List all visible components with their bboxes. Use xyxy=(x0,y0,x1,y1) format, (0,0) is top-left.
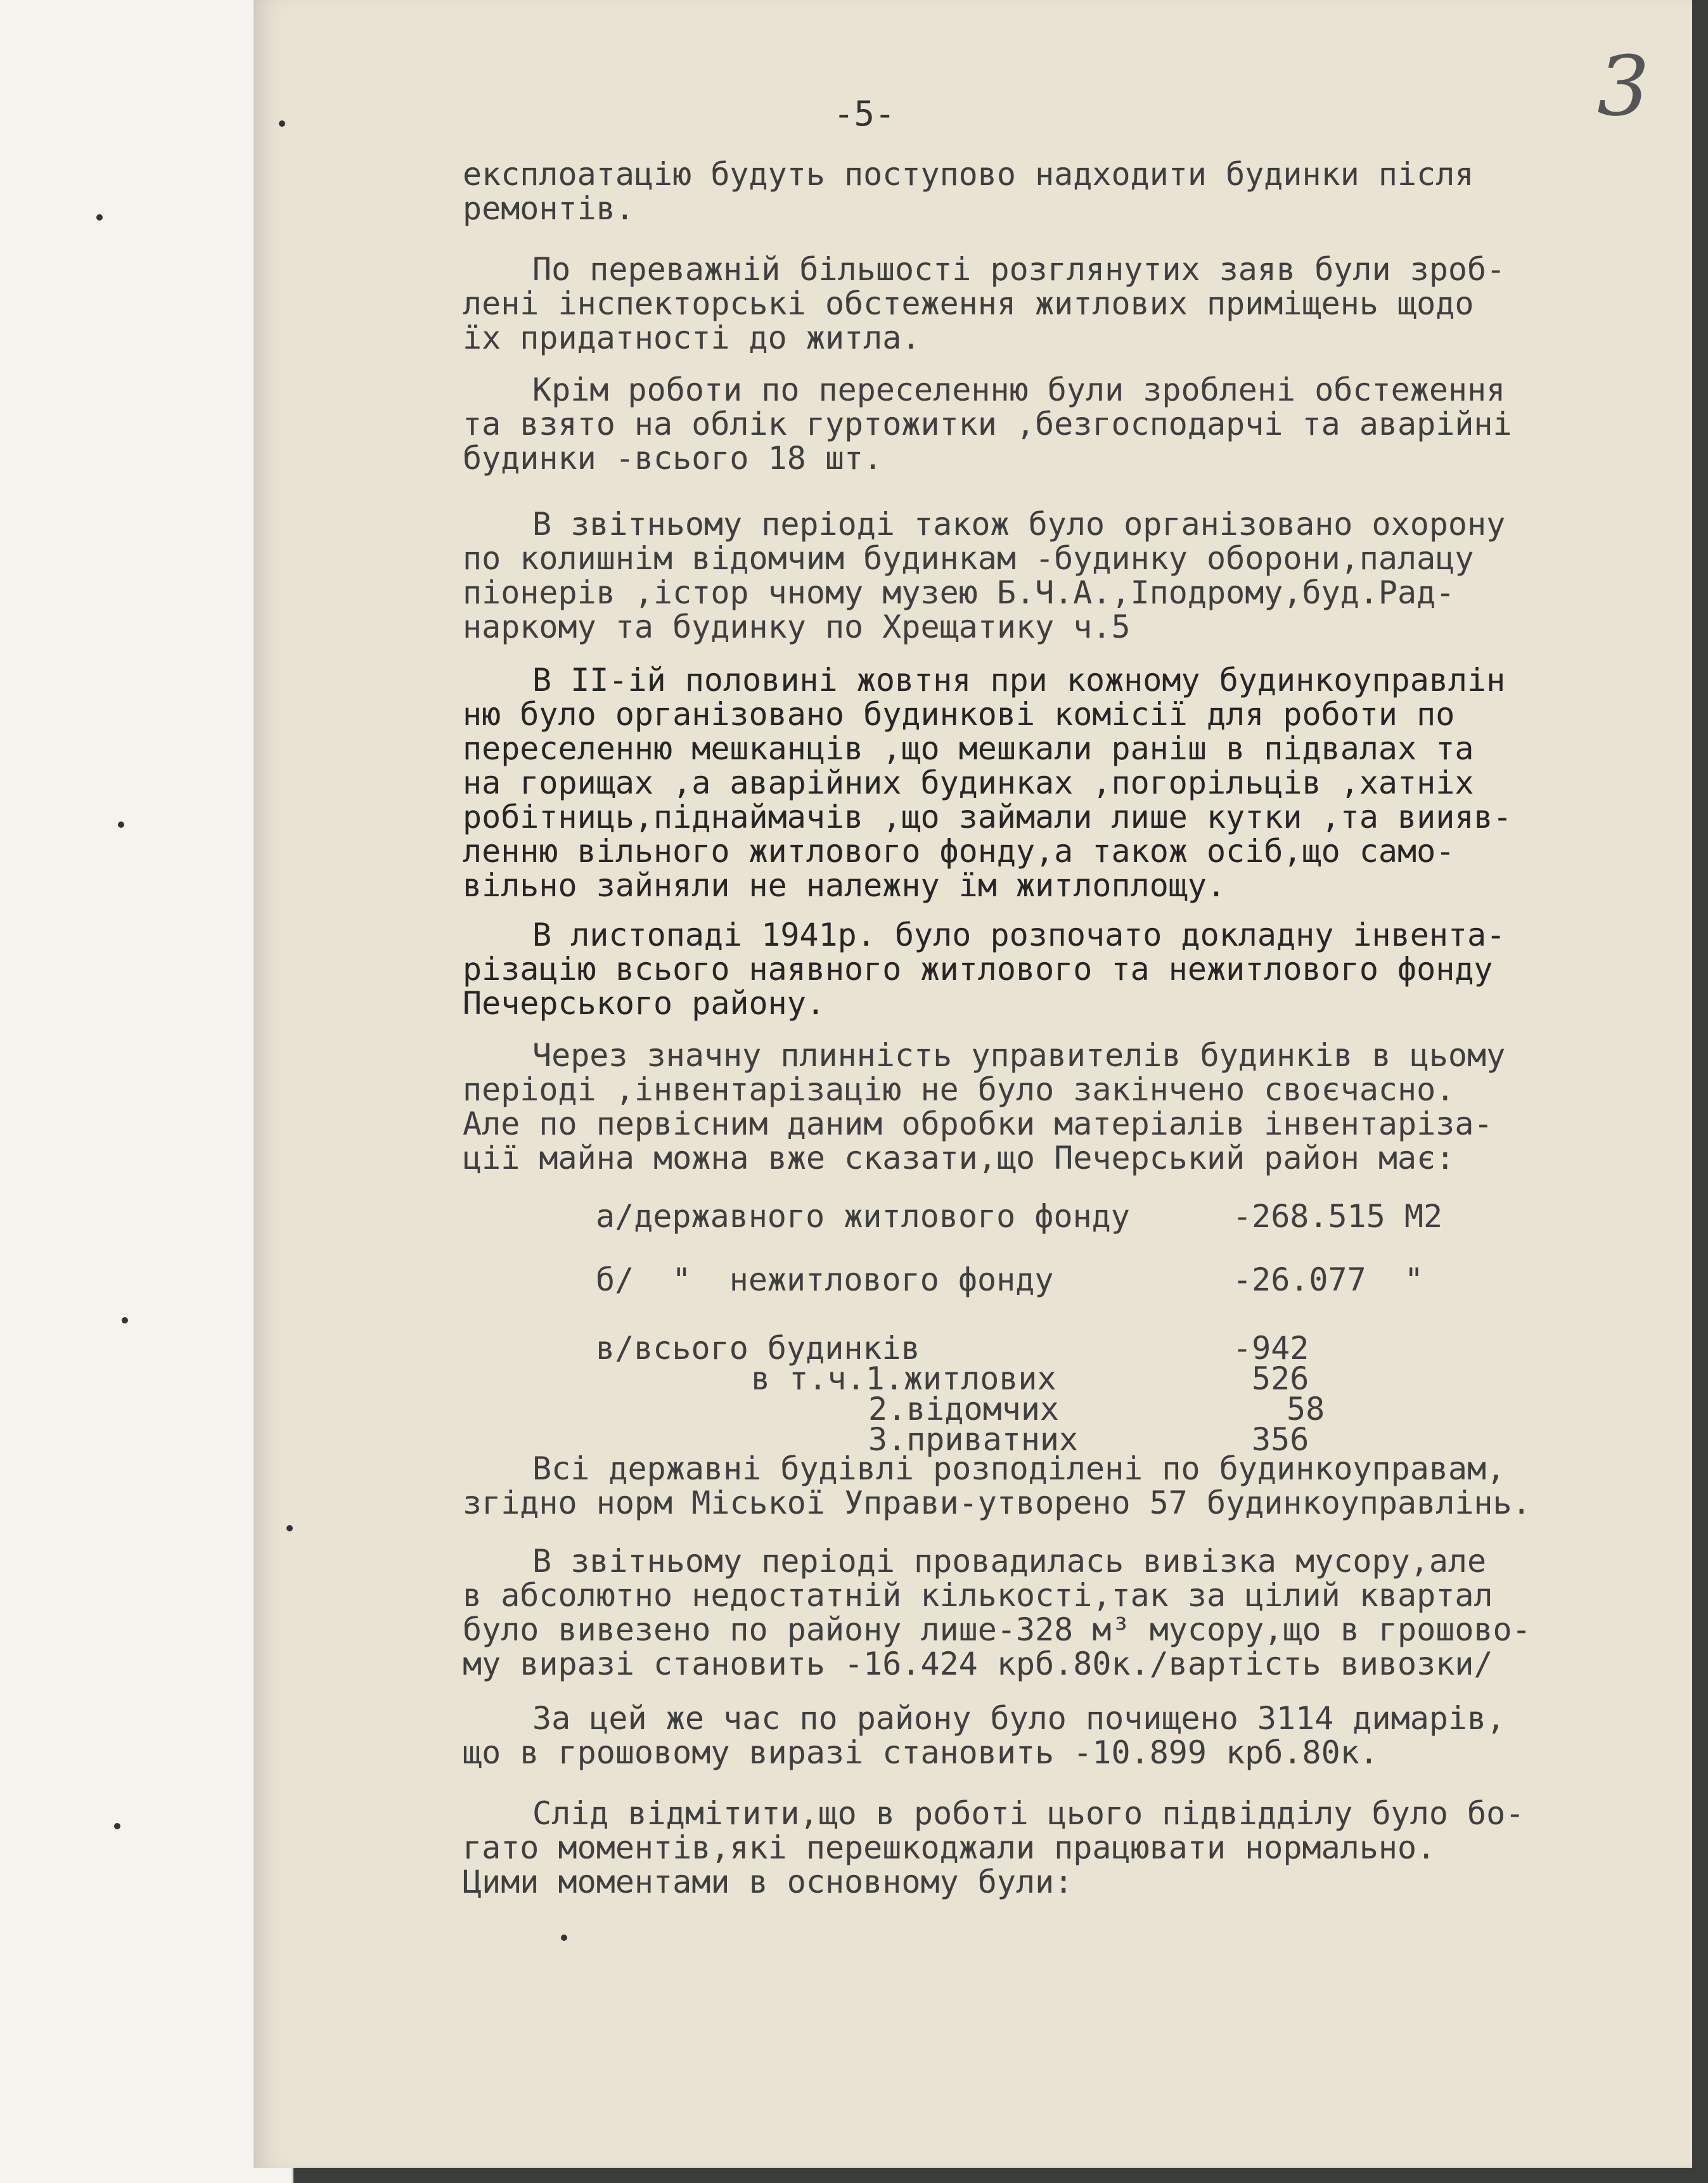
text-line: Через значну плинність управителів будинків в цьому xyxy=(532,1037,1506,1074)
text-line: робітниць,піднаймачів ,що займали лише кутки ,та виияв- xyxy=(463,799,1512,835)
inventory-value-non-housing: -26.077 " xyxy=(1233,1261,1424,1298)
margin-mark xyxy=(96,214,103,221)
text-line: Цими моментами в основному були: xyxy=(463,1864,1074,1900)
text-line: ремонтів. xyxy=(463,190,634,227)
inventory-label-private: 3.приватних xyxy=(868,1421,1079,1458)
paragraph-4 xyxy=(463,507,1505,644)
margin-mark xyxy=(561,1935,567,1941)
paragraph-10 xyxy=(463,1701,1505,1770)
text-line: переселенню мешканців ,що мешкали раніш в підвалах та xyxy=(463,730,1474,767)
paragraph-6 xyxy=(463,918,1505,1021)
text-line: будинки -всього 18 шт. xyxy=(463,440,883,477)
paragraph-11 xyxy=(463,1796,1524,1899)
text-line: різацію всього наявного житлового та нежитлового фонду xyxy=(463,951,1493,988)
text-line: Печерського району. xyxy=(463,985,825,1022)
text-line: В ІІ-ій половині жовтня при кожному будинкоуправлін xyxy=(532,662,1506,699)
text-line: наркому та будинку по Хрещатику ч.5 xyxy=(463,609,1131,645)
page-number: -5- xyxy=(833,94,896,134)
text-line: Всі державні будівлі розподілені по будинкоуправам, xyxy=(532,1450,1506,1487)
paragraph-3 xyxy=(463,373,1512,475)
text-line: В звітньому періоді також було організовано охорону xyxy=(532,506,1506,543)
paragraph-2 xyxy=(463,252,1505,355)
paragraph-5 xyxy=(463,663,1512,903)
left-paper-strip xyxy=(0,0,293,2183)
inventory-value-residential: 526 xyxy=(1252,1360,1309,1397)
margin-mark xyxy=(118,821,124,828)
text-line: в абсолютно недостатній кількості,так за цілий квартал xyxy=(463,1577,1493,1614)
text-line: За цей же час по району було почищено 3114 димарів, xyxy=(532,1700,1506,1737)
text-line: їх придатності до житла. xyxy=(463,319,921,356)
text-line: що в грошовому виразі становить -10.899 крб.80к. xyxy=(463,1734,1378,1771)
text-line: По переважній більшості розглянутих заяв були зроб- xyxy=(532,251,1506,288)
inventory-label-departmental: 2.відомчих xyxy=(868,1391,1060,1427)
paragraph-7 xyxy=(463,1038,1505,1175)
inventory-label-state-housing: а/державного житлового фонду xyxy=(596,1198,1130,1235)
inventory-label-residential: в т.ч.1.житлових xyxy=(751,1360,1056,1397)
text-line: ню було організовано будинкові комісії для роботи по xyxy=(463,696,1455,733)
text-line: Крім роботи по переселенню були зроблені обстеження xyxy=(532,371,1506,408)
text-line: на горищах ,а аварійних будинках ,погорільців ,хатніх xyxy=(463,764,1474,801)
inventory-label-non-housing: б/ " нежитлового фонду xyxy=(596,1261,1054,1298)
text-line: гато моментів,які перешкоджали працювати нормально. xyxy=(463,1829,1436,1866)
margin-mark xyxy=(279,120,285,127)
paragraph-9 xyxy=(463,1544,1531,1681)
text-line: піонерів ,істор чному музею Б.Ч.А.,Іподрому,буд.Рад- xyxy=(463,574,1455,611)
inventory-value-private: 356 xyxy=(1252,1421,1309,1458)
sheet-number-handwritten: 3 xyxy=(1597,38,1650,134)
text-line: В листопаді 1941р. було розпочато докладну інвента- xyxy=(532,917,1506,953)
inventory-value-state-housing: -268.515 М2 xyxy=(1233,1198,1443,1235)
paragraph-8 xyxy=(463,1452,1531,1520)
text-line: згідно норм Міської Управи-утворено 57 будинкоуправлінь. xyxy=(463,1484,1531,1521)
text-line: було вивезено по району лише-328 м³ мусору,що в грошово- xyxy=(463,1611,1531,1648)
text-line: експлоатацію будуть поступово надходити будинки після xyxy=(463,156,1474,193)
text-line: та взято на облік гуртожитки ,безгосподарчі та аварійні xyxy=(463,406,1512,442)
inventory-value-all-buildings: -942 xyxy=(1233,1330,1309,1367)
text-line: му виразі становить -16.424 крб.80к./вартість вивозки/ xyxy=(463,1645,1493,1682)
text-line: лені інспекторські обстеження житлових приміщень щодо xyxy=(463,285,1474,322)
text-line: вільно зайняли не належну їм житлоплощу. xyxy=(463,867,1226,904)
text-line: по колишнім відомчим будинкам -будинку оборони,палацу xyxy=(463,540,1474,577)
margin-mark xyxy=(286,1525,293,1531)
text-line: ленню вільного житлового фонду,а також осіб,що само- xyxy=(463,833,1455,870)
text-line: Але по первісним даним обробки матеріалів інвентарізa- xyxy=(463,1105,1493,1142)
text-line: періоді ,інвентарізацію не було закінчено своєчасно. xyxy=(463,1071,1455,1108)
margin-mark xyxy=(114,1823,120,1829)
margin-mark xyxy=(122,1317,128,1323)
text-line: Слід відмітити,що в роботі цього підвідділу було бо- xyxy=(532,1795,1525,1832)
text-line: ції майна можна вже сказати,що Печерський район має: xyxy=(463,1140,1455,1176)
inventory-value-departmental: 58 xyxy=(1287,1391,1325,1427)
inventory-label-all-buildings: в/всього будинків xyxy=(596,1330,920,1367)
text-line: В звітньому періоді провадилась вивізка мусору,але xyxy=(532,1543,1487,1580)
paragraph-1 xyxy=(463,157,1474,226)
